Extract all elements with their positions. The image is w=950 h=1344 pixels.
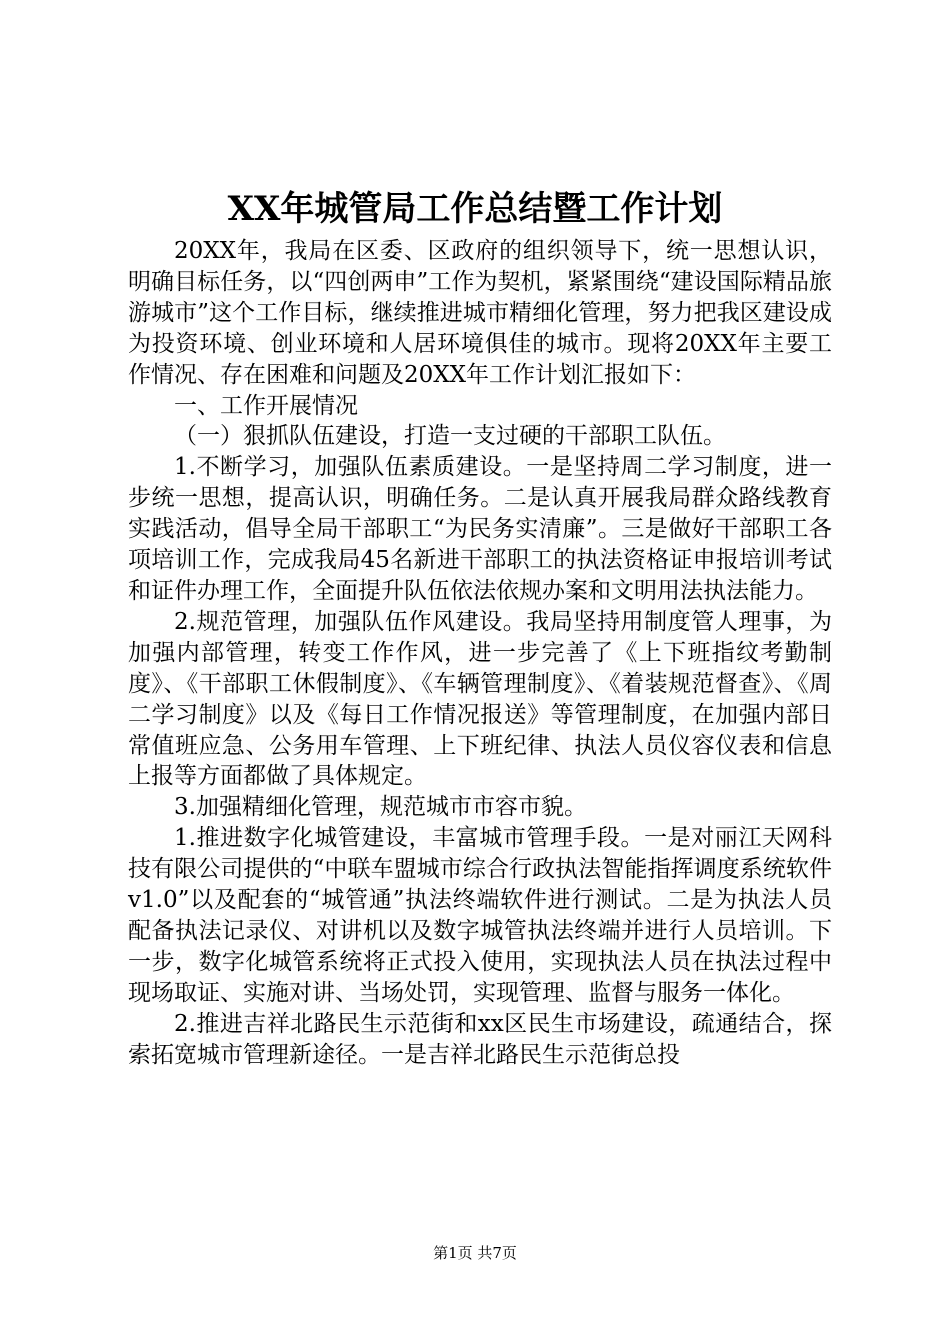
paragraph-item: 2.规范管理，加强队伍作风建设。我局坚持用制度管人理事，为加强内部管理，转变工作作风，进一步完善了《上下班指纹考勤制度》、《干部职工休假制度》、《车辆管理制度》、《着装规范督查》、《周二学习制度》以及《每日工作情况报送》等管理制度，在加强内部日常值班应急、公务用车管理、上下班纪律、执法人员仪容仪表和信息上报等方面都做了具体规定。 — [128, 608, 832, 790]
page-indicator: 第1页 共7页 — [433, 1244, 517, 1262]
subsection-heading: （一）狠抓队伍建设，打造一支过硬的干部职工队伍。 — [174, 423, 726, 450]
paragraph-item: 1.推进数字化城管建设，丰富城市管理手段。一是对丽江天网科技有限公司提供的“中联车盟城市综合行政执法智能指挥调度系统软件v1.0”以及配套的“城管通”执法终端软件进行测试。二是为执法人员配备执法记录仪、对讲机以及数字城管执法终端并进行人员培训。下一步，数字化城管系统将正式投入使用，实现执法人员在执法过程中现场取证、实施对讲、当场处罚，实现管理、监督与服务一体化。 — [128, 825, 832, 1006]
paragraph-item: 2.推进吉祥北路民生示范街和xx区民生市场建设，疏通结合，探索拓宽城市管理新途径。一是吉祥北路民生示范街总投 — [128, 1010, 832, 1068]
paragraph-item: 3.加强精细化管理，规范城市市容市貌。 — [174, 794, 587, 821]
paragraph-intro: 20XX年，我局在区委、区政府的组织领导下，统一思想认识，明确目标任务，以“四创两申”工作为契机，紧紧围绕“建设国际精品旅游城市”这个工作目标，继续推进城市精细化管理，努力把我区建设成为投资环境、创业环境和人居环境俱佳的城市。现将20XX年主要工作情况、存在困难和问题及20XX年工作计划汇报如下： — [128, 238, 832, 388]
paragraph-item: 1.不断学习，加强队伍素质建设。一是坚持周二学习制度，进一步统一思想，提高认识，明确任务。二是认真开展我局群众路线教育实践活动，倡导全局干部职工“为民务实清廉”。三是做好干部职工各项培训工作，完成我局45名新进干部职工的执法资格证申报培训考试和证件办理工作，全面提升队伍依法依规办案和文明用法执法能力。 — [128, 454, 832, 604]
document-body — [128, 236, 832, 1070]
section-heading: 一、工作开展情况 — [174, 392, 358, 419]
document-title: XX年城管局工作总结暨工作计划 — [227, 189, 723, 229]
